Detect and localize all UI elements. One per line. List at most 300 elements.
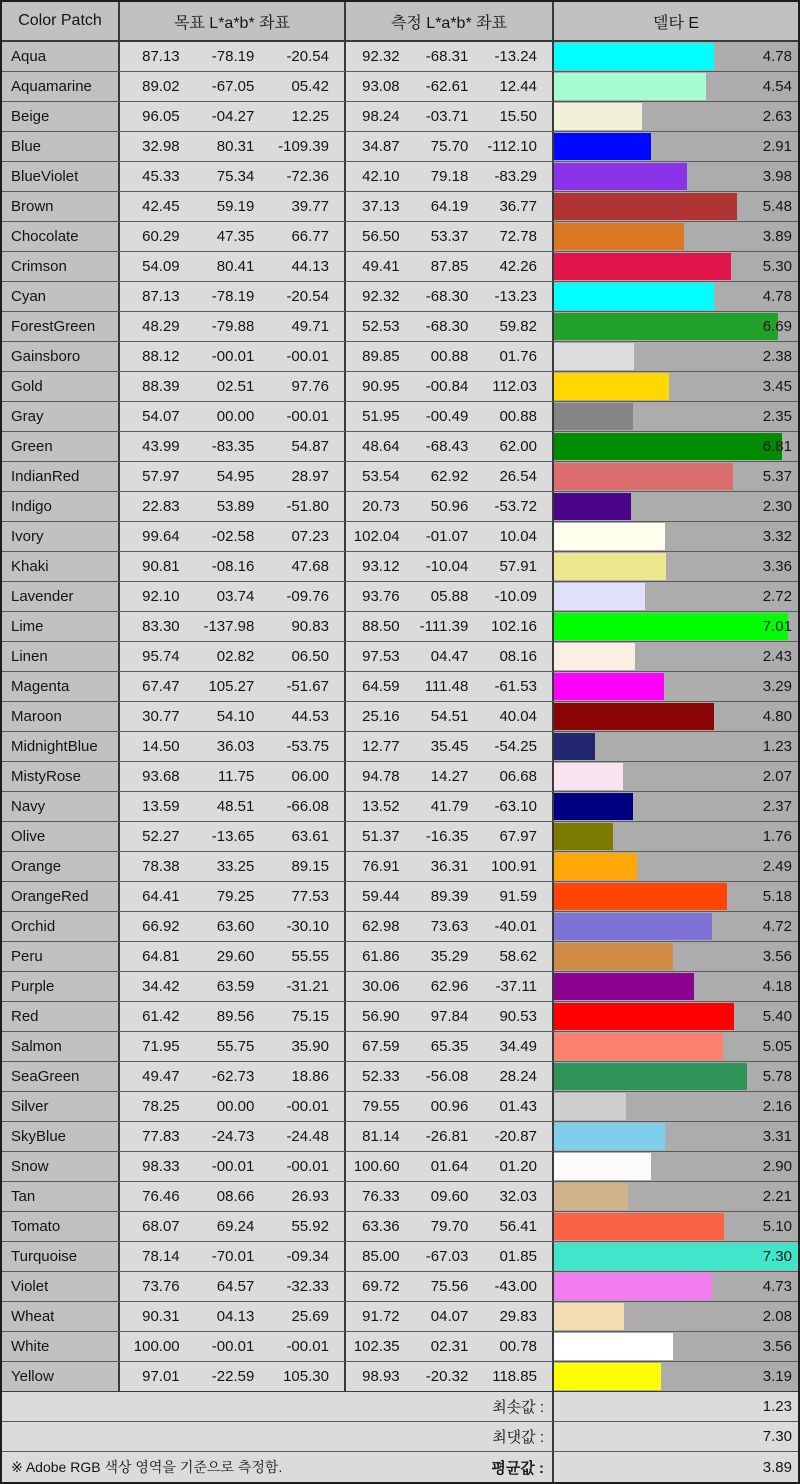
measured-lab-values: 56.90 97.84 90.53 xyxy=(346,1002,554,1031)
delta-cell xyxy=(554,402,798,431)
table-row xyxy=(2,1122,798,1152)
measured-lab-values: 30.06 62.96 -37.11 xyxy=(346,972,554,1001)
delta-cell xyxy=(554,552,798,581)
delta-value: 3.19 xyxy=(762,1368,792,1385)
delta-color-bar xyxy=(554,583,645,610)
delta-cell xyxy=(554,192,798,221)
color-patch-name: Navy xyxy=(2,792,120,821)
delta-cell xyxy=(554,1032,798,1061)
delta-color-bar xyxy=(554,343,634,370)
measured-lab-values: 61.86 35.29 58.62 xyxy=(346,942,554,971)
target-lab-values: 87.13 -78.19 -20.54 xyxy=(120,42,346,71)
delta-cell xyxy=(554,372,798,401)
summary-row-min xyxy=(2,1392,798,1422)
target-lab-values: 83.30 -137.98 90.83 xyxy=(120,612,346,641)
target-lab-values: 14.50 36.03 -53.75 xyxy=(120,732,346,761)
delta-cell xyxy=(554,1362,798,1391)
target-lab-values: 22.83 53.89 -51.80 xyxy=(120,492,346,521)
table-row xyxy=(2,942,798,972)
table-row xyxy=(2,972,798,1002)
color-patch-name: Crimson xyxy=(2,252,120,281)
measured-lab-values: 79.55 00.96 01.43 xyxy=(346,1092,554,1121)
delta-value: 2.07 xyxy=(762,768,792,785)
table-row xyxy=(2,162,798,192)
color-patch-name: Lavender xyxy=(2,582,120,611)
measured-lab-values: 13.52 41.79 -63.10 xyxy=(346,792,554,821)
table-row xyxy=(2,42,798,72)
delta-cell xyxy=(554,852,798,881)
color-patch-name: Tan xyxy=(2,1182,120,1211)
table-row xyxy=(2,462,798,492)
delta-color-bar xyxy=(554,763,623,790)
table-row xyxy=(2,912,798,942)
measured-lab-values: 42.10 79.18 -83.29 xyxy=(346,162,554,191)
target-lab-values: 71.95 55.75 35.90 xyxy=(120,1032,346,1061)
color-patch-name: Wheat xyxy=(2,1302,120,1331)
delta-color-bar xyxy=(554,553,666,580)
delta-cell xyxy=(554,1242,798,1271)
color-patch-name: Gold xyxy=(2,372,120,401)
delta-cell xyxy=(554,312,798,341)
delta-value: 3.32 xyxy=(762,528,792,545)
delta-value: 5.40 xyxy=(762,1008,792,1025)
target-lab-values: 60.29 47.35 66.77 xyxy=(120,222,346,251)
delta-value: 3.36 xyxy=(762,558,792,575)
target-lab-values: 54.09 80.41 44.13 xyxy=(120,252,346,281)
target-lab-values: 78.14 -70.01 -09.34 xyxy=(120,1242,346,1271)
measured-lab-values: 93.08 -62.61 12.44 xyxy=(346,72,554,101)
delta-cell xyxy=(554,72,798,101)
table-row xyxy=(2,1062,798,1092)
delta-color-bar xyxy=(554,883,727,910)
color-patch-name: Cyan xyxy=(2,282,120,311)
adobe-rgb-note: ※ Adobe RGB 색상 영역을 기준으로 측정함. xyxy=(11,1459,283,1475)
delta-value: 5.30 xyxy=(762,258,792,275)
measured-lab-values: 92.32 -68.31 -13.24 xyxy=(346,42,554,71)
measured-lab-values: 98.93 -20.32 118.85 xyxy=(346,1362,554,1391)
delta-cell xyxy=(554,912,798,941)
delta-color-bar xyxy=(554,193,737,220)
target-lab-values: 96.05 -04.27 12.25 xyxy=(120,102,346,131)
summary-row-max xyxy=(2,1422,798,1452)
table-row xyxy=(2,342,798,372)
table-row xyxy=(2,582,798,612)
measured-lab-values: 93.76 05.88 -10.09 xyxy=(346,582,554,611)
min-value: 1.23 xyxy=(554,1392,798,1421)
measured-lab-values: 52.53 -68.30 59.82 xyxy=(346,312,554,341)
header-color-patch: Color Patch xyxy=(2,2,120,40)
color-patch-name: Peru xyxy=(2,942,120,971)
delta-cell xyxy=(554,282,798,311)
target-lab-values: 88.39 02.51 97.76 xyxy=(120,372,346,401)
color-patch-name: SeaGreen xyxy=(2,1062,120,1091)
measured-lab-values: 94.78 14.27 06.68 xyxy=(346,762,554,791)
delta-value: 3.31 xyxy=(762,1128,792,1145)
color-patch-name: Brown xyxy=(2,192,120,221)
delta-cell xyxy=(554,882,798,911)
delta-value: 4.54 xyxy=(762,78,792,95)
color-patch-name: Orchid xyxy=(2,912,120,941)
delta-color-bar xyxy=(554,313,778,340)
delta-color-bar xyxy=(554,823,613,850)
delta-value: 2.37 xyxy=(762,798,792,815)
delta-color-bar xyxy=(554,1333,673,1360)
table-row xyxy=(2,522,798,552)
target-lab-values: 48.29 -79.88 49.71 xyxy=(120,312,346,341)
table-row xyxy=(2,1212,798,1242)
mean-value: 3.89 xyxy=(554,1452,798,1482)
table-row xyxy=(2,882,798,912)
delta-value: 5.18 xyxy=(762,888,792,905)
table-row xyxy=(2,312,798,342)
delta-value: 2.63 xyxy=(762,108,792,125)
table-row xyxy=(2,792,798,822)
delta-cell xyxy=(554,702,798,731)
table-row xyxy=(2,822,798,852)
table-row xyxy=(2,612,798,642)
delta-value: 2.72 xyxy=(762,588,792,605)
delta-cell xyxy=(554,162,798,191)
delta-cell xyxy=(554,582,798,611)
table-row xyxy=(2,102,798,132)
delta-color-bar xyxy=(554,163,687,190)
target-lab-values: 93.68 11.75 06.00 xyxy=(120,762,346,791)
color-patch-name: Linen xyxy=(2,642,120,671)
table-row xyxy=(2,1032,798,1062)
color-patch-name: Tomato xyxy=(2,1212,120,1241)
delta-color-bar xyxy=(554,463,733,490)
measured-lab-values: 49.41 87.85 42.26 xyxy=(346,252,554,281)
delta-cell xyxy=(554,792,798,821)
delta-color-bar xyxy=(554,1183,628,1210)
table-row xyxy=(2,1092,798,1122)
measured-lab-values: 62.98 73.63 -40.01 xyxy=(346,912,554,941)
table-row xyxy=(2,762,798,792)
measured-lab-values: 97.53 04.47 08.16 xyxy=(346,642,554,671)
delta-color-bar xyxy=(554,373,669,400)
delta-cell xyxy=(554,432,798,461)
delta-value: 2.21 xyxy=(762,1188,792,1205)
header-delta-e: 델타 E xyxy=(554,2,798,40)
delta-value: 3.45 xyxy=(762,378,792,395)
target-lab-values: 54.07 00.00 -00.01 xyxy=(120,402,346,431)
delta-color-bar xyxy=(554,103,642,130)
delta-value: 4.72 xyxy=(762,918,792,935)
target-lab-values: 90.81 -08.16 47.68 xyxy=(120,552,346,581)
color-patch-name: Violet xyxy=(2,1272,120,1301)
delta-cell xyxy=(554,1182,798,1211)
measured-lab-values: 34.87 75.70 -112.10 xyxy=(346,132,554,161)
target-lab-values: 100.00 -00.01 -00.01 xyxy=(120,1332,346,1361)
delta-color-bar xyxy=(554,223,684,250)
measured-lab-values: 59.44 89.39 91.59 xyxy=(346,882,554,911)
color-patch-name: OrangeRed xyxy=(2,882,120,911)
target-lab-values: 67.47 105.27 -51.67 xyxy=(120,672,346,701)
table-row xyxy=(2,132,798,162)
delta-color-bar xyxy=(554,1123,665,1150)
delta-color-bar xyxy=(554,1093,626,1120)
target-lab-values: 32.98 80.31 -109.39 xyxy=(120,132,346,161)
measured-lab-values: 48.64 -68.43 62.00 xyxy=(346,432,554,461)
measured-lab-values: 25.16 54.51 40.04 xyxy=(346,702,554,731)
target-lab-values: 68.07 69.24 55.92 xyxy=(120,1212,346,1241)
color-patch-name: Olive xyxy=(2,822,120,851)
table-row xyxy=(2,732,798,762)
delta-value: 4.73 xyxy=(762,1278,792,1295)
measured-lab-values: 37.13 64.19 36.77 xyxy=(346,192,554,221)
summary-min-label-cell xyxy=(2,1392,554,1421)
target-lab-values: 13.59 48.51 -66.08 xyxy=(120,792,346,821)
table-row xyxy=(2,1182,798,1212)
delta-value: 2.16 xyxy=(762,1098,792,1115)
target-lab-values: 95.74 02.82 06.50 xyxy=(120,642,346,671)
color-patch-name: Indigo xyxy=(2,492,120,521)
delta-cell xyxy=(554,1062,798,1091)
delta-color-bar xyxy=(554,493,631,520)
measured-lab-values: 20.73 50.96 -53.72 xyxy=(346,492,554,521)
table-row xyxy=(2,1362,798,1392)
summary-max-label-cell xyxy=(2,1422,554,1451)
table-row xyxy=(2,492,798,522)
table-row xyxy=(2,1152,798,1182)
target-lab-values: 87.13 -78.19 -20.54 xyxy=(120,282,346,311)
max-label: 최댓값 : xyxy=(492,1429,544,1446)
delta-color-bar xyxy=(554,1303,624,1330)
target-lab-values: 99.64 -02.58 07.23 xyxy=(120,522,346,551)
table-row xyxy=(2,252,798,282)
delta-value: 4.78 xyxy=(762,288,792,305)
target-lab-values: 34.42 63.59 -31.21 xyxy=(120,972,346,1001)
measured-lab-values: 90.95 -00.84 112.03 xyxy=(346,372,554,401)
delta-color-bar xyxy=(554,943,673,970)
measured-lab-values: 100.60 01.64 01.20 xyxy=(346,1152,554,1181)
measured-lab-values: 76.91 36.31 100.91 xyxy=(346,852,554,881)
delta-cell xyxy=(554,492,798,521)
header-measured-lab: 측정 L*a*b* 좌표 xyxy=(346,2,554,40)
delta-value: 2.43 xyxy=(762,648,792,665)
table-row xyxy=(2,1002,798,1032)
measured-lab-values: 63.36 79.70 56.41 xyxy=(346,1212,554,1241)
color-patch-name: Silver xyxy=(2,1092,120,1121)
measured-lab-values: 102.35 02.31 00.78 xyxy=(346,1332,554,1361)
measured-lab-values: 88.50 -111.39 102.16 xyxy=(346,612,554,641)
delta-value: 2.35 xyxy=(762,408,792,425)
mean-label: 평균값 : xyxy=(491,1459,544,1477)
measured-lab-values: 69.72 75.56 -43.00 xyxy=(346,1272,554,1301)
delta-color-bar xyxy=(554,913,712,940)
table-row xyxy=(2,642,798,672)
delta-color-bar xyxy=(554,253,731,280)
color-patch-name: Maroon xyxy=(2,702,120,731)
target-lab-values: 61.42 89.56 75.15 xyxy=(120,1002,346,1031)
delta-color-bar xyxy=(554,403,633,430)
target-lab-values: 97.01 -22.59 105.30 xyxy=(120,1362,346,1391)
delta-cell xyxy=(554,942,798,971)
delta-value: 7.30 xyxy=(762,1248,792,1265)
color-patch-name: Purple xyxy=(2,972,120,1001)
delta-cell xyxy=(554,252,798,281)
target-lab-values: 66.92 63.60 -30.10 xyxy=(120,912,346,941)
table-row xyxy=(2,72,798,102)
delta-cell xyxy=(554,132,798,161)
delta-cell xyxy=(554,672,798,701)
delta-value: 4.80 xyxy=(762,708,792,725)
target-lab-values: 45.33 75.34 -72.36 xyxy=(120,162,346,191)
max-value: 7.30 xyxy=(554,1422,798,1451)
target-lab-values: 42.45 59.19 39.77 xyxy=(120,192,346,221)
color-patch-name: Aqua xyxy=(2,42,120,71)
delta-color-bar xyxy=(554,1003,734,1030)
measured-lab-values: 51.37 -16.35 67.97 xyxy=(346,822,554,851)
table-row xyxy=(2,1242,798,1272)
delta-color-bar xyxy=(554,613,788,640)
delta-cell xyxy=(554,762,798,791)
target-lab-values: 64.81 29.60 55.55 xyxy=(120,942,346,971)
measured-lab-values: 98.24 -03.71 15.50 xyxy=(346,102,554,131)
measured-lab-values: 89.85 00.88 01.76 xyxy=(346,342,554,371)
target-lab-values: 78.38 33.25 89.15 xyxy=(120,852,346,881)
color-patch-name: BlueViolet xyxy=(2,162,120,191)
delta-value: 3.56 xyxy=(762,1338,792,1355)
delta-color-bar xyxy=(554,1213,724,1240)
delta-cell xyxy=(554,1332,798,1361)
measured-lab-values: 102.04 -01.07 10.04 xyxy=(346,522,554,551)
delta-cell xyxy=(554,1002,798,1031)
delta-value: 7.01 xyxy=(762,618,792,635)
target-lab-values: 43.99 -83.35 54.87 xyxy=(120,432,346,461)
table-header-row xyxy=(2,2,798,42)
delta-value: 4.78 xyxy=(762,48,792,65)
measured-lab-values: 67.59 65.35 34.49 xyxy=(346,1032,554,1061)
delta-color-bar xyxy=(554,523,665,550)
summary-row-mean xyxy=(2,1452,798,1482)
table-row xyxy=(2,222,798,252)
color-patch-name: Aquamarine xyxy=(2,72,120,101)
color-patch-name: SkyBlue xyxy=(2,1122,120,1151)
measured-lab-values: 81.14 -26.81 -20.87 xyxy=(346,1122,554,1151)
delta-color-bar xyxy=(554,973,694,1000)
color-patch-name: White xyxy=(2,1332,120,1361)
delta-cell xyxy=(554,522,798,551)
delta-value: 3.56 xyxy=(762,948,792,965)
table-row xyxy=(2,1302,798,1332)
delta-value: 5.10 xyxy=(762,1218,792,1235)
delta-color-bar xyxy=(554,1363,661,1390)
measured-lab-values: 12.77 35.45 -54.25 xyxy=(346,732,554,761)
delta-value: 2.90 xyxy=(762,1158,792,1175)
delta-value: 2.08 xyxy=(762,1308,792,1325)
delta-cell xyxy=(554,1152,798,1181)
delta-color-bar xyxy=(554,1243,798,1270)
color-patch-name: Salmon xyxy=(2,1032,120,1061)
color-patch-name: Ivory xyxy=(2,522,120,551)
table-row xyxy=(2,672,798,702)
measured-lab-values: 52.33 -56.08 28.24 xyxy=(346,1062,554,1091)
table-row xyxy=(2,702,798,732)
delta-value: 5.05 xyxy=(762,1038,792,1055)
delta-value: 6.69 xyxy=(762,318,792,335)
delta-cell xyxy=(554,1122,798,1151)
delta-cell xyxy=(554,612,798,641)
target-lab-values: 77.83 -24.73 -24.48 xyxy=(120,1122,346,1151)
delta-cell xyxy=(554,1092,798,1121)
color-patch-name: Yellow xyxy=(2,1362,120,1391)
table-row xyxy=(2,852,798,882)
delta-cell xyxy=(554,1272,798,1301)
delta-color-bar xyxy=(554,673,664,700)
table-row xyxy=(2,372,798,402)
table-row xyxy=(2,1272,798,1302)
delta-color-bar xyxy=(554,1153,651,1180)
delta-value: 2.49 xyxy=(762,858,792,875)
delta-cell xyxy=(554,732,798,761)
delta-color-bar xyxy=(554,73,706,100)
delta-color-bar xyxy=(554,1033,723,1060)
target-lab-values: 64.41 79.25 77.53 xyxy=(120,882,346,911)
delta-color-bar xyxy=(554,1063,747,1090)
target-lab-values: 73.76 64.57 -32.33 xyxy=(120,1272,346,1301)
measured-lab-values: 91.72 04.07 29.83 xyxy=(346,1302,554,1331)
target-lab-values: 52.27 -13.65 63.61 xyxy=(120,822,346,851)
min-label: 최솟값 : xyxy=(492,1399,544,1416)
measured-lab-values: 53.54 62.92 26.54 xyxy=(346,462,554,491)
table-row xyxy=(2,432,798,462)
color-patch-name: Orange xyxy=(2,852,120,881)
delta-value: 3.98 xyxy=(762,168,792,185)
delta-color-bar xyxy=(554,43,714,70)
summary-mean-label-cell xyxy=(2,1452,554,1482)
target-lab-values: 76.46 08.66 26.93 xyxy=(120,1182,346,1211)
delta-cell xyxy=(554,102,798,131)
delta-color-bar xyxy=(554,793,633,820)
color-patch-name: Turquoise xyxy=(2,1242,120,1271)
delta-value: 2.38 xyxy=(762,348,792,365)
delta-cell xyxy=(554,342,798,371)
target-lab-values: 89.02 -67.05 05.42 xyxy=(120,72,346,101)
delta-cell xyxy=(554,1302,798,1331)
delta-value: 5.37 xyxy=(762,468,792,485)
color-patch-name: Chocolate xyxy=(2,222,120,251)
table-row xyxy=(2,282,798,312)
delta-color-bar xyxy=(554,1273,712,1300)
delta-value: 4.18 xyxy=(762,978,792,995)
target-lab-values: 78.25 00.00 -00.01 xyxy=(120,1092,346,1121)
delta-cell xyxy=(554,42,798,71)
measured-lab-values: 85.00 -67.03 01.85 xyxy=(346,1242,554,1271)
delta-value: 3.29 xyxy=(762,678,792,695)
color-patch-name: Magenta xyxy=(2,672,120,701)
delta-value: 5.78 xyxy=(762,1068,792,1085)
delta-value: 3.89 xyxy=(762,228,792,245)
table-row xyxy=(2,192,798,222)
delta-color-bar xyxy=(554,433,782,460)
color-patch-name: Khaki xyxy=(2,552,120,581)
delta-value: 2.91 xyxy=(762,138,792,155)
delta-color-bar xyxy=(554,703,714,730)
measured-lab-values: 93.12 -10.04 57.91 xyxy=(346,552,554,581)
color-patch-name: MidnightBlue xyxy=(2,732,120,761)
delta-value: 5.48 xyxy=(762,198,792,215)
color-patch-name: Lime xyxy=(2,612,120,641)
delta-cell xyxy=(554,822,798,851)
measured-lab-values: 56.50 53.37 72.78 xyxy=(346,222,554,251)
delta-cell xyxy=(554,462,798,491)
target-lab-values: 57.97 54.95 28.97 xyxy=(120,462,346,491)
color-patch-name: Snow xyxy=(2,1152,120,1181)
table-row xyxy=(2,1332,798,1362)
target-lab-values: 88.12 -00.01 -00.01 xyxy=(120,342,346,371)
measured-lab-values: 51.95 -00.49 00.88 xyxy=(346,402,554,431)
